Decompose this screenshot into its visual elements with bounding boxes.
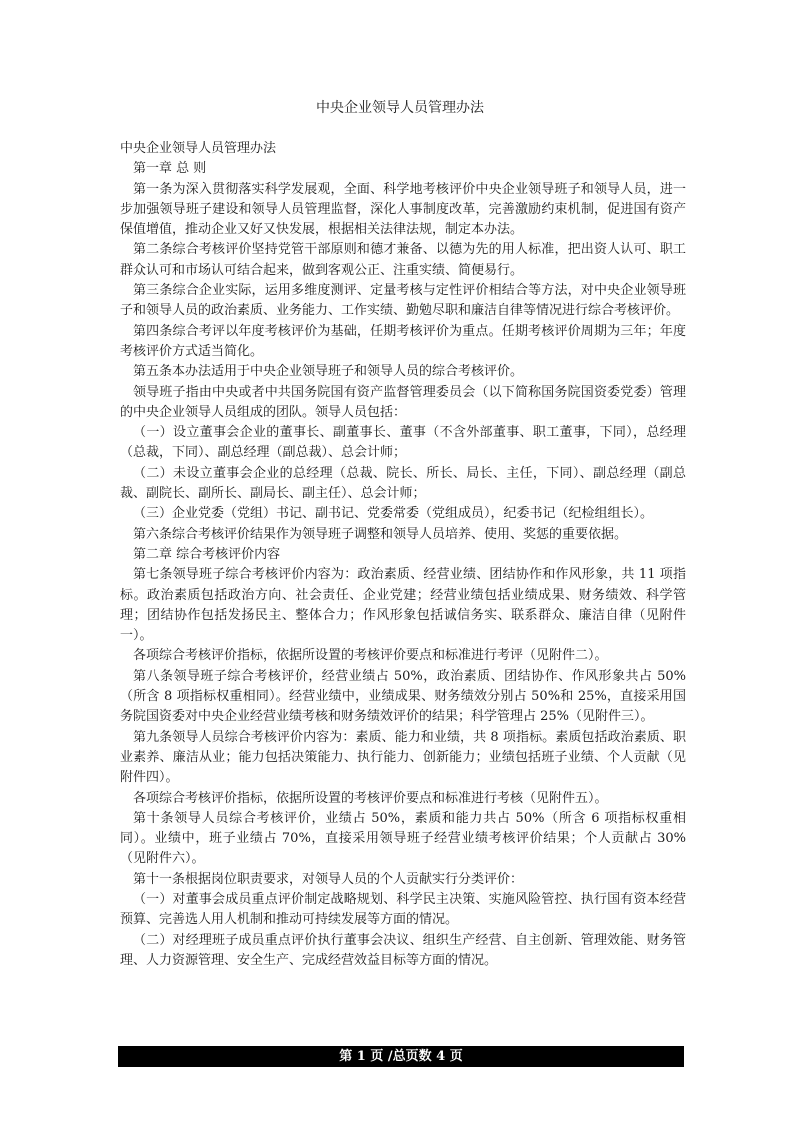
page-footer — [118, 1046, 684, 1067]
paragraph: 第六条综合考核评价结果作为领导班子调整和领导人员培养、使用、奖惩的重要依据。 — [133, 526, 628, 542]
paragraph: 第五条本办法适用于中央企业领导班子和领导人员的综合考核评价。 — [133, 364, 524, 380]
paragraph: 第十一条根据岗位职责要求，对领导人员的个人贡献实行分类评价： — [133, 871, 524, 887]
document-body — [120, 139, 686, 971]
paragraph: 各项综合考核评价指标，依据所设置的考核评价要点和标准进行考核（见附件五）。 — [133, 790, 608, 806]
paragraph: 第八条领导班子综合考核评价，经营业绩占 50%，政治素质、团结协作、作风形象共占 50%（所含 8 项指标权重相同）。经营业绩中，业绩成果、财务绩效分别占 50%和 25%，直接采用国务院国资委对中央企业经营业绩考核和财务绩效评价的结果；科学管理占 25%（见附件三）。 — [120, 668, 686, 725]
paragraph: 第三条综合企业实际，运用多维度测评、定量考核与定性评价相结合等方法，对中央企业领导班子和领导人员的政治素质、业务能力、工作实绩、勤勉尽职和廉洁自律等情况进行综合考核评价。 — [120, 283, 686, 319]
paragraph: 第二章 综合考核评价内容 — [133, 546, 281, 562]
paragraph: 领导班子指由中央或者中共国务院国有资产监督管理委员会（以下简称国务院国资委党委）管理的中央企业领导人员组成的团队。领导人员包括： — [120, 384, 686, 420]
paragraph: 第十条领导人员综合考核评价，业绩占 50%，素质和能力共占 50%（所含 6 项指标权重相同）。业绩中，班子业绩占 70%，直接采用领导班子经营业绩考核评价结果；个人贡献占 30%（见附件六）。 — [120, 810, 686, 867]
paragraph: 第二条综合考核评价坚持党管干部原则和德才兼备、以德为先的用人标准，把出资人认可、职工群众认可和市场认可结合起来，做到客观公正、注重实绩、简便易行。 — [120, 242, 686, 278]
paragraph: 第一章 总 则 — [133, 161, 207, 177]
paragraph: （一）设立董事会企业的董事长、副董事长、董事（不含外部董事、职工董事，下同），总经理（总裁，下同）、副总经理（副总裁）、总会计师； — [120, 425, 686, 461]
paragraph: 各项综合考核评价指标，依据所设置的考核评价要点和标准进行考评（见附件二）。 — [133, 648, 608, 664]
paragraph: （一）对董事会成员重点评价制定战略规划、科学民主决策、实施风险管控、执行国有资本经营预算、完善选人用人机制和推动可持续发展等方面的情况。 — [120, 891, 686, 928]
paragraph: （三）企业党委（党组）书记、副书记、党委常委（党组成员），纪委书记（纪检组组长）。 — [133, 506, 654, 522]
paragraph: 中央企业领导人员管理办法 — [120, 141, 277, 156]
page-number-label: 第 1 页 /总页数 4 页 — [339, 1049, 463, 1064]
paragraph: 第一条为深入贯彻落实科学发展观，全面、科学地考核评价中央企业领导班子和领导人员，进一步加强领导班子建设和领导人员管理监督，深化人事制度改革，完善激励约束机制，促进国有资产保值增值，推动企业又好又快发展，根据相关法律法规，制定本办法。 — [120, 181, 686, 238]
paragraph: 第九条领导人员综合考核评价内容为：素质、能力和业绩，共 8 项指标。素质包括政治素质、职业素养、廉洁从业；能力包括决策能力、执行能力、创新能力；业绩包括班子业绩、个人贡献（见附件四）。 — [120, 729, 686, 786]
page-title: 中央企业领导人员管理办法 — [316, 100, 484, 116]
paragraph: （二）未设立董事会企业的总经理（总裁、院长、所长、局长、主任，下同）、副总经理（副总裁、副院长、副所长、副局长、副主任）、总会计师； — [120, 465, 686, 502]
paragraph: （二）对经理班子成员重点评价执行董事会决议、组织生产经营、自主创新、管理效能、财务管理、人力资源管理、安全生产、完成经营效益目标等方面的情况。 — [120, 932, 686, 968]
paragraph: 第四条综合考评以年度考核评价为基础，任期考核评价为重点。任期考核评价周期为三年；年度考核评价方式适当简化。 — [120, 323, 686, 359]
paragraph: 第七条领导班子综合考核评价内容为：政治素质、经营业绩、团结协作和作风形象，共 11 项指标。政治素质包括政治方向、社会责任、企业党建；经营业绩包括业绩成果、财务绩效、科学管理；团结协作包括发扬民主、整体合力；作风形象包括诚信务实、联系群众、廉洁自律（见附件一）。 — [120, 567, 686, 644]
